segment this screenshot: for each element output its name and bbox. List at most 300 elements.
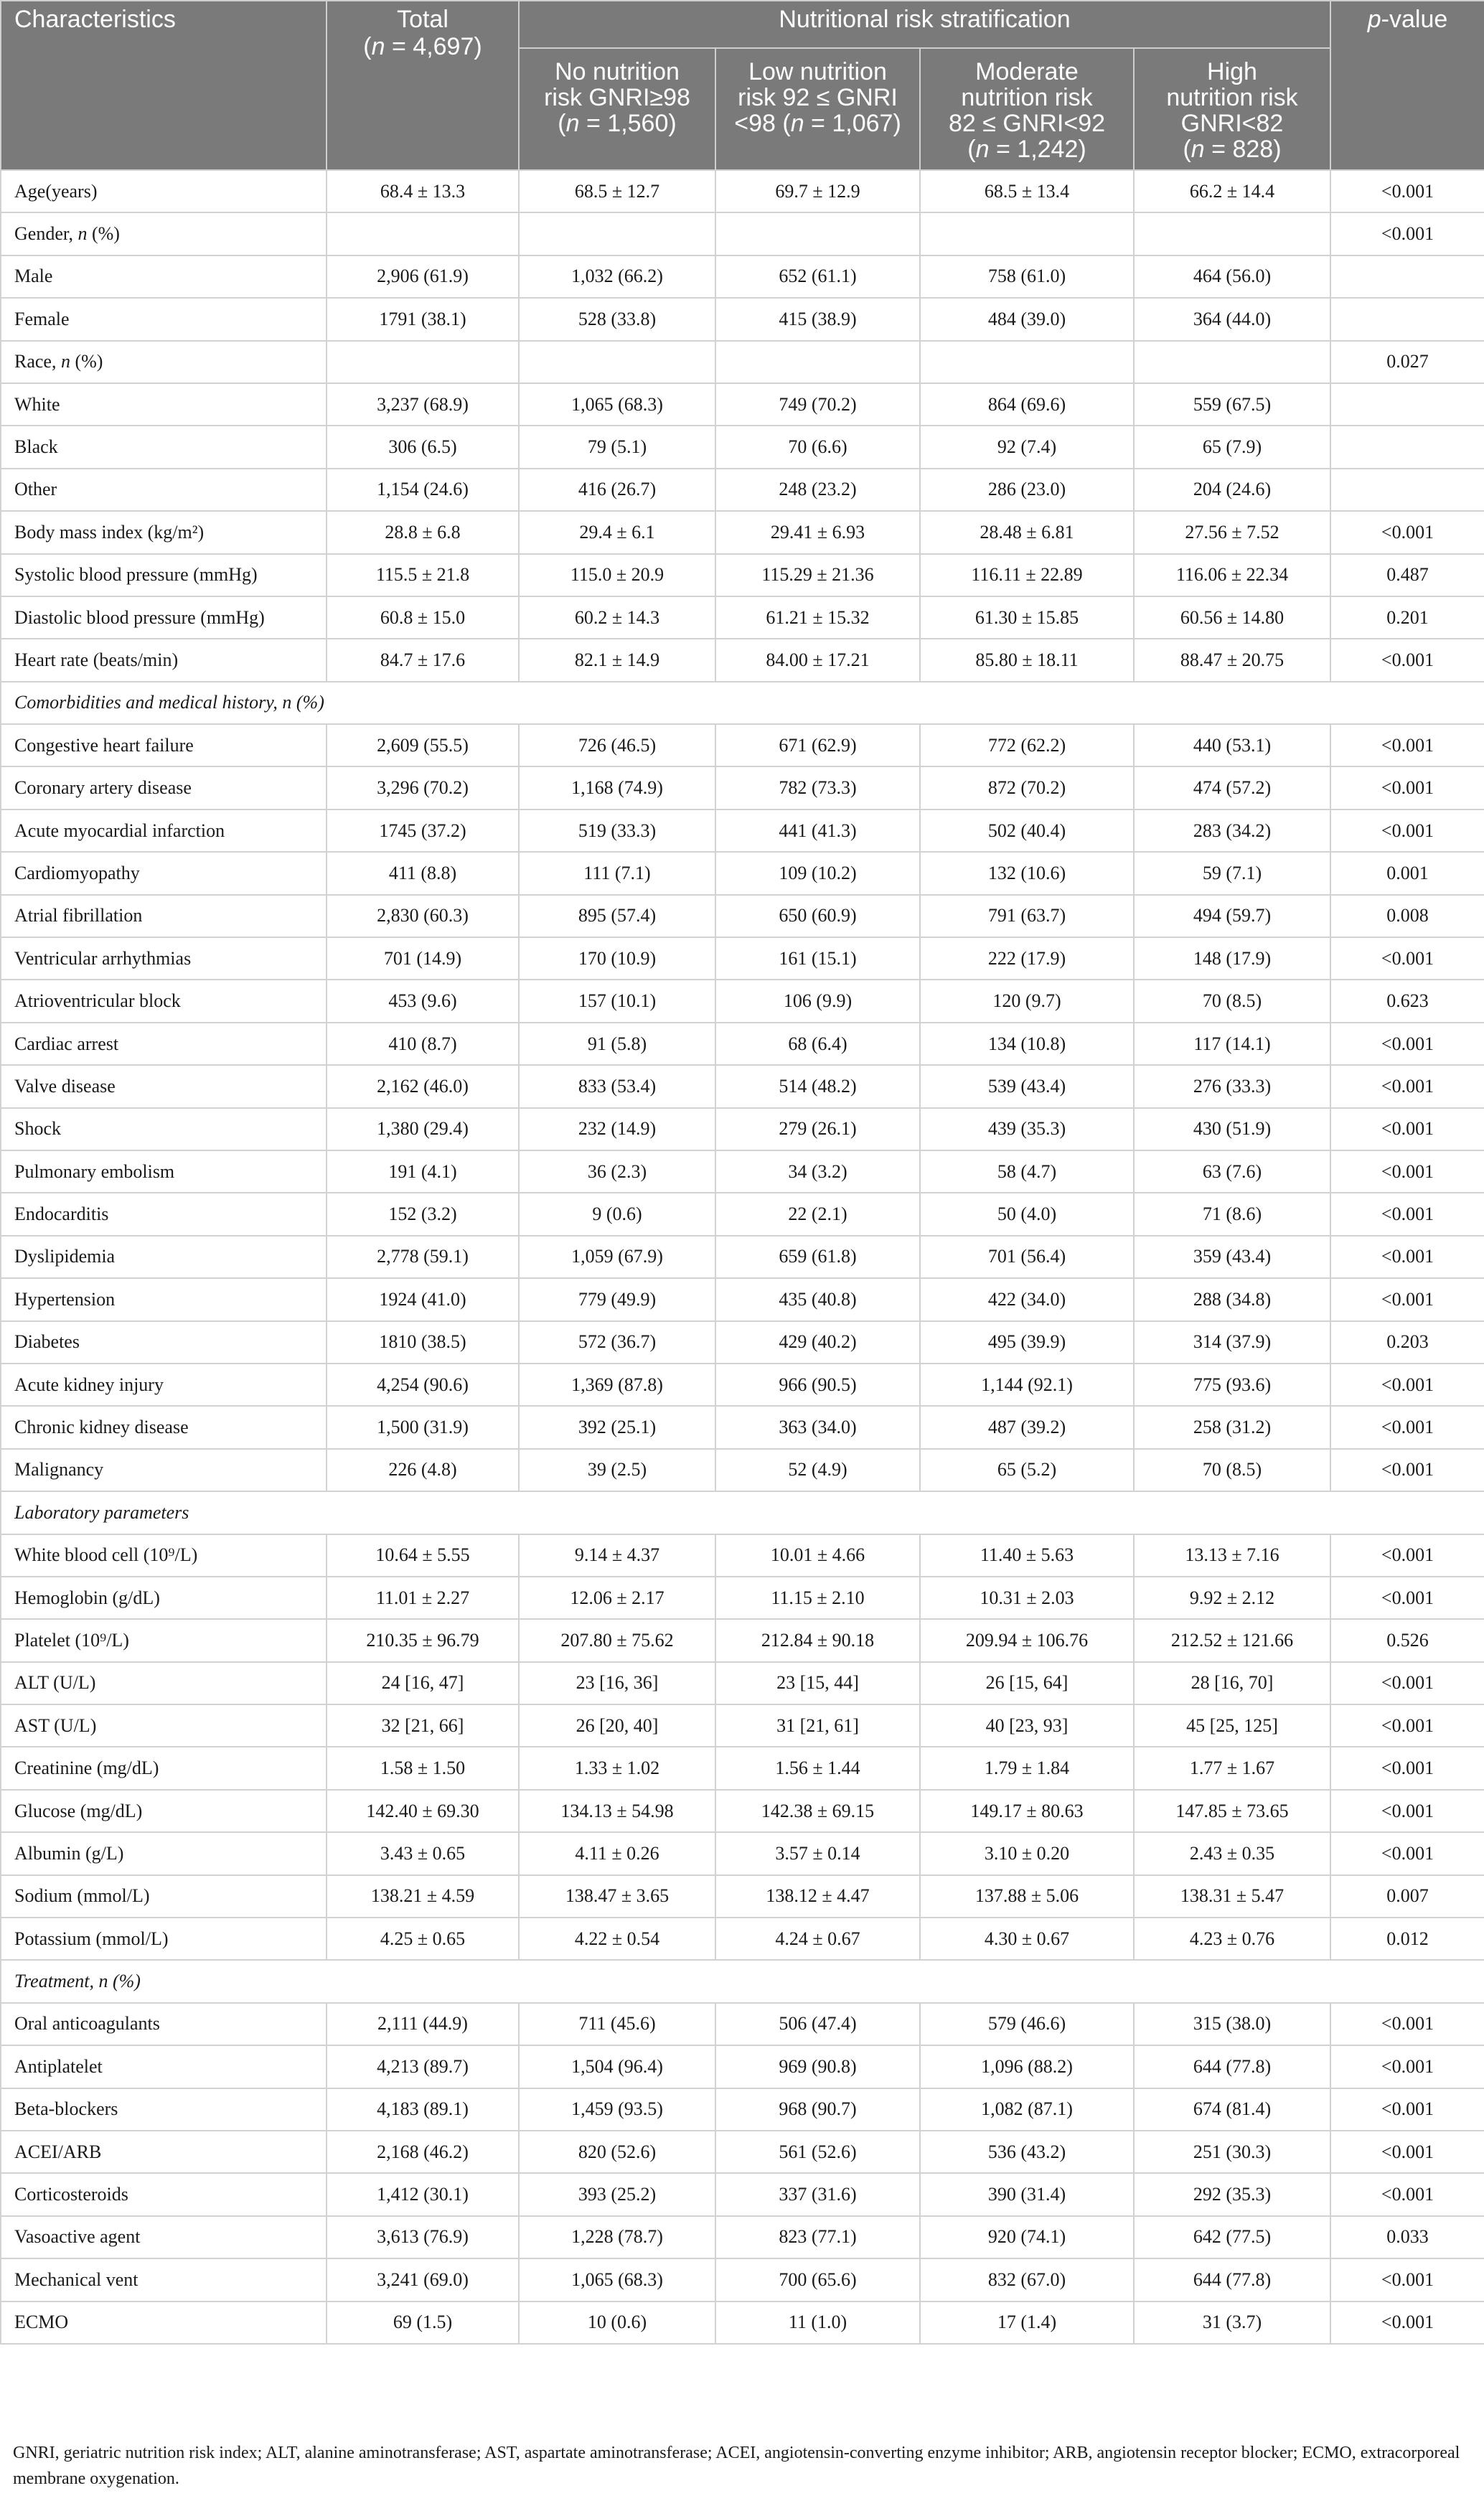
header-subgroup	[715, 48, 920, 170]
cell-value: 559 (67.5)	[1134, 383, 1330, 426]
cell-value: 659 (61.8)	[715, 1236, 920, 1278]
table-row	[1, 1449, 1484, 1491]
cell-value: 701 (14.9)	[327, 937, 519, 980]
table-row	[1, 341, 1484, 383]
cell-pvalue	[1330, 426, 1484, 468]
table-body	[1, 170, 1484, 2344]
cell-value: 68 (6.4)	[715, 1023, 920, 1065]
cell-pvalue: <0.001	[1330, 1790, 1484, 1832]
cell-value: 3.43 ± 0.65	[327, 1832, 519, 1874]
header-pvalue-italic: p	[1367, 6, 1381, 33]
cell-value: 50 (4.0)	[920, 1193, 1134, 1235]
cell-value: 536 (43.2)	[920, 2131, 1134, 2173]
cell-value: 4.30 ± 0.67	[920, 1918, 1134, 1960]
table-row	[1, 170, 1484, 212]
cell-value: 40 [23, 93]	[920, 1704, 1134, 1747]
table-row	[1, 2088, 1484, 2131]
cell-value: 820 (52.6)	[519, 2131, 715, 2173]
cell-pvalue: <0.001	[1330, 937, 1484, 980]
table-row	[1, 2045, 1484, 2088]
cell-value: 60.56 ± 14.80	[1134, 596, 1330, 639]
cell-value: 17 (1.4)	[920, 2301, 1134, 2344]
cell-value: 82.1 ± 14.9	[519, 639, 715, 681]
cell-value: 363 (34.0)	[715, 1406, 920, 1448]
row-label: ACEI/ARB	[1, 2131, 327, 2173]
cell-value: 1,412 (30.1)	[327, 2173, 519, 2215]
cell-value: 117 (14.1)	[1134, 1023, 1330, 1065]
cell-value: 70 (8.5)	[1134, 1449, 1330, 1491]
cell-value: 832 (67.0)	[920, 2258, 1134, 2301]
cell-value: 650 (60.9)	[715, 895, 920, 937]
cell-value: 65 (7.9)	[1134, 426, 1330, 468]
cell-value: 9.92 ± 2.12	[1134, 1577, 1330, 1619]
cell-pvalue: <0.001	[1330, 2131, 1484, 2173]
cell-value: 758 (61.0)	[920, 255, 1134, 298]
cell-value	[920, 212, 1134, 255]
header-subgroup-line: nutrition risk	[1166, 84, 1298, 111]
cell-value: 833 (53.4)	[519, 1065, 715, 1107]
cell-value: 31 (3.7)	[1134, 2301, 1330, 2344]
cell-value: 232 (14.9)	[519, 1108, 715, 1150]
cell-value: 226 (4.8)	[327, 1449, 519, 1491]
header-subgroup-line: risk GNRI≥98	[544, 84, 690, 111]
cell-value: 411 (8.8)	[327, 852, 519, 894]
cell-value: 895 (57.4)	[519, 895, 715, 937]
header-subgroup	[519, 48, 715, 170]
cell-value: 13.13 ± 7.16	[1134, 1534, 1330, 1577]
cell-pvalue: <0.001	[1330, 1150, 1484, 1193]
cell-pvalue: <0.001	[1330, 2258, 1484, 2301]
cell-value: 306 (6.5)	[327, 426, 519, 468]
italic-n: n	[790, 110, 804, 137]
row-label: Albumin (g/L)	[1, 1832, 327, 1874]
italic-n: n	[78, 223, 88, 245]
section-label: Treatment, n (%)	[1, 1960, 1484, 2002]
cell-value: 514 (48.2)	[715, 1065, 920, 1107]
cell-value: 28.8 ± 6.8	[327, 511, 519, 553]
table-row	[1, 426, 1484, 468]
cell-value: 109 (10.2)	[715, 852, 920, 894]
row-label: Race, n (%)	[1, 341, 327, 383]
row-label: Other	[1, 469, 327, 511]
table-row	[1, 383, 1484, 426]
cell-value	[715, 212, 920, 255]
cell-value: 63 (7.6)	[1134, 1150, 1330, 1193]
cell-value: 9 (0.6)	[519, 1193, 715, 1235]
cell-value: 209.94 ± 106.76	[920, 1619, 1134, 1661]
cell-value: 11.01 ± 2.27	[327, 1577, 519, 1619]
cell-value	[327, 341, 519, 383]
cell-value: 364 (44.0)	[1134, 298, 1330, 340]
table-row	[1, 766, 1484, 809]
cell-value: 138.21 ± 4.59	[327, 1875, 519, 1918]
row-label: Chronic kidney disease	[1, 1406, 327, 1448]
cell-value: 283 (34.2)	[1134, 810, 1330, 852]
cell-value: 2,162 (46.0)	[327, 1065, 519, 1107]
cell-value: 1,500 (31.9)	[327, 1406, 519, 1448]
cell-value: 2,168 (46.2)	[327, 2131, 519, 2173]
cell-pvalue: <0.001	[1330, 212, 1484, 255]
section-row	[1, 1491, 1484, 1534]
cell-pvalue: 0.203	[1330, 1321, 1484, 1364]
cell-value: 506 (47.4)	[715, 2003, 920, 2045]
header-subgroup-line: Low nutrition	[748, 58, 887, 85]
cell-value: 276 (33.3)	[1134, 1065, 1330, 1107]
header-subgroup-line: 82 ≤ GNRI<92	[948, 110, 1106, 137]
cell-value: 772 (62.2)	[920, 724, 1134, 766]
cell-value: 1924 (41.0)	[327, 1278, 519, 1320]
cell-value: 149.17 ± 80.63	[920, 1790, 1134, 1832]
cell-pvalue: 0.623	[1330, 980, 1484, 1022]
table-row	[1, 596, 1484, 639]
cell-value: 439 (35.3)	[920, 1108, 1134, 1150]
cell-value: 142.38 ± 69.15	[715, 1790, 920, 1832]
cell-pvalue: <0.001	[1330, 1832, 1484, 1874]
cell-value: 34 (3.2)	[715, 1150, 920, 1193]
row-label: Black	[1, 426, 327, 468]
cell-pvalue	[1330, 298, 1484, 340]
cell-value: 60.8 ± 15.0	[327, 596, 519, 639]
cell-value: 502 (40.4)	[920, 810, 1134, 852]
cell-value: 111 (7.1)	[519, 852, 715, 894]
cell-value: 2.43 ± 0.35	[1134, 1832, 1330, 1874]
header-subgroup-line: Moderate	[975, 58, 1079, 85]
cell-value: 84.00 ± 17.21	[715, 639, 920, 681]
cell-value: 134 (10.8)	[920, 1023, 1134, 1065]
cell-value: 61.21 ± 15.32	[715, 596, 920, 639]
cell-value: 1,096 (88.2)	[920, 2045, 1134, 2088]
row-label: Female	[1, 298, 327, 340]
row-label: Congestive heart failure	[1, 724, 327, 766]
cell-value: 36 (2.3)	[519, 1150, 715, 1193]
cell-pvalue	[1330, 383, 1484, 426]
cell-value: 4.23 ± 0.76	[1134, 1918, 1330, 1960]
row-label: Endocarditis	[1, 1193, 327, 1235]
table-row	[1, 1534, 1484, 1577]
header-subgroup-line: GNRI<82	[1180, 110, 1284, 137]
cell-value: 314 (37.9)	[1134, 1321, 1330, 1364]
table-row	[1, 2258, 1484, 2301]
cell-value: 494 (59.7)	[1134, 895, 1330, 937]
cell-value: 58 (4.7)	[920, 1150, 1134, 1193]
cell-value: 222 (17.9)	[920, 937, 1134, 980]
cell-value: 4.11 ± 0.26	[519, 1832, 715, 1874]
cell-value: 495 (39.9)	[920, 1321, 1134, 1364]
italic-n: n	[975, 136, 990, 163]
cell-value: 248 (23.2)	[715, 469, 920, 511]
row-label: Antiplatelet	[1, 2045, 327, 2088]
cell-value: 416 (26.7)	[519, 469, 715, 511]
cell-pvalue: <0.001	[1330, 1023, 1484, 1065]
table-row	[1, 895, 1484, 937]
cell-pvalue: <0.001	[1330, 170, 1484, 212]
row-label: Hypertension	[1, 1278, 327, 1320]
cell-value: 157 (10.1)	[519, 980, 715, 1022]
cell-value: 1,504 (96.4)	[519, 2045, 715, 2088]
cell-value: 1,380 (29.4)	[327, 1108, 519, 1150]
row-label: Coronary artery disease	[1, 766, 327, 809]
cell-value: 71 (8.6)	[1134, 1193, 1330, 1235]
header-subgroup-line: nutrition risk	[961, 84, 1093, 111]
cell-value: 644 (77.8)	[1134, 2258, 1330, 2301]
row-label: Platelet (10⁹/L)	[1, 1619, 327, 1661]
table-row	[1, 1236, 1484, 1278]
cell-value: 12.06 ± 2.17	[519, 1577, 715, 1619]
cell-value: 1.58 ± 1.50	[327, 1747, 519, 1789]
cell-value: 671 (62.9)	[715, 724, 920, 766]
cell-value: 782 (73.3)	[715, 766, 920, 809]
cell-value: 474 (57.2)	[1134, 766, 1330, 809]
table-row	[1, 810, 1484, 852]
cell-value: 422 (34.0)	[920, 1278, 1134, 1320]
cell-value: 390 (31.4)	[920, 2173, 1134, 2215]
cell-value: 32 [21, 66]	[327, 1704, 519, 1747]
cell-pvalue: <0.001	[1330, 639, 1484, 681]
cell-value: 1,459 (93.5)	[519, 2088, 715, 2131]
cell-value: 26 [15, 64]	[920, 1662, 1134, 1704]
table-row	[1, 1150, 1484, 1193]
section-label: Laboratory parameters	[1, 1491, 1484, 1534]
header-subgroup-line: risk 92 ≤ GNRI	[738, 84, 898, 111]
section-label: Comorbidities and medical history, n (%)	[1, 682, 1484, 724]
table-row	[1, 1918, 1484, 1960]
cell-value: 484 (39.0)	[920, 298, 1134, 340]
cell-value	[519, 212, 715, 255]
cell-pvalue: <0.001	[1330, 1704, 1484, 1747]
cell-value: 251 (30.3)	[1134, 2131, 1330, 2173]
table-row	[1, 2216, 1484, 2258]
cell-value: 115.5 ± 21.8	[327, 554, 519, 596]
cell-value: 464 (56.0)	[1134, 255, 1330, 298]
row-label: Shock	[1, 1108, 327, 1150]
cell-value: 726 (46.5)	[519, 724, 715, 766]
cell-pvalue	[1330, 469, 1484, 511]
table-row	[1, 1577, 1484, 1619]
cell-pvalue: 0.008	[1330, 895, 1484, 937]
row-label: Valve disease	[1, 1065, 327, 1107]
table-row	[1, 1364, 1484, 1406]
cell-pvalue: <0.001	[1330, 2301, 1484, 2344]
row-label: Oral anticoagulants	[1, 2003, 327, 2045]
table-row	[1, 1193, 1484, 1235]
row-label: Diastolic blood pressure (mmHg)	[1, 596, 327, 639]
row-label: AST (U/L)	[1, 1704, 327, 1747]
cell-value: 161 (15.1)	[715, 937, 920, 980]
table-header	[1, 1, 1484, 170]
cell-value: 487 (39.2)	[920, 1406, 1134, 1448]
cell-pvalue: <0.001	[1330, 2173, 1484, 2215]
cell-value: 1,065 (68.3)	[519, 383, 715, 426]
cell-value: 88.47 ± 20.75	[1134, 639, 1330, 681]
cell-value: 1745 (37.2)	[327, 810, 519, 852]
cell-value: 207.80 ± 75.62	[519, 1619, 715, 1661]
row-label: Corticosteroids	[1, 2173, 327, 2215]
cell-value: 10.31 ± 2.03	[920, 1577, 1134, 1619]
cell-pvalue: 0.201	[1330, 596, 1484, 639]
row-label: Acute myocardial infarction	[1, 810, 327, 852]
cell-value: 652 (61.1)	[715, 255, 920, 298]
cell-pvalue: <0.001	[1330, 724, 1484, 766]
cell-value: 435 (40.8)	[715, 1278, 920, 1320]
cell-value: 69.7 ± 12.9	[715, 170, 920, 212]
cell-pvalue: 0.001	[1330, 852, 1484, 894]
row-label: Pulmonary embolism	[1, 1150, 327, 1193]
cell-value: 519 (33.3)	[519, 810, 715, 852]
cell-value: 106 (9.9)	[715, 980, 920, 1022]
cell-value: 9.14 ± 4.37	[519, 1534, 715, 1577]
cell-value: 204 (24.6)	[1134, 469, 1330, 511]
cell-value: 453 (9.6)	[327, 980, 519, 1022]
cell-value: 142.40 ± 69.30	[327, 1790, 519, 1832]
cell-pvalue	[1330, 255, 1484, 298]
cell-value: 3,296 (70.2)	[327, 766, 519, 809]
cell-value	[1134, 341, 1330, 383]
cell-value: 392 (25.1)	[519, 1406, 715, 1448]
cell-value: 1.56 ± 1.44	[715, 1747, 920, 1789]
table-row	[1, 469, 1484, 511]
table-row	[1, 1108, 1484, 1150]
cell-value: 700 (65.6)	[715, 2258, 920, 2301]
cell-value: 22 (2.1)	[715, 1193, 920, 1235]
cell-value: 1,032 (66.2)	[519, 255, 715, 298]
row-label: Atrioventricular block	[1, 980, 327, 1022]
cell-value: 1,154 (24.6)	[327, 469, 519, 511]
cell-value	[715, 341, 920, 383]
cell-value: 4.22 ± 0.54	[519, 1918, 715, 1960]
cell-value	[920, 341, 1134, 383]
cell-value: 2,778 (59.1)	[327, 1236, 519, 1278]
cell-value: 1.33 ± 1.02	[519, 1747, 715, 1789]
table-row	[1, 1662, 1484, 1704]
table-row	[1, 1619, 1484, 1661]
row-label: Beta-blockers	[1, 2088, 327, 2131]
cell-pvalue: 0.012	[1330, 1918, 1484, 1960]
cell-value: 4,213 (89.7)	[327, 2045, 519, 2088]
row-label: ECMO	[1, 2301, 327, 2344]
cell-value: 644 (77.8)	[1134, 2045, 1330, 2088]
row-label: Body mass index (kg/m²)	[1, 511, 327, 553]
cell-value: 779 (49.9)	[519, 1278, 715, 1320]
row-label: Heart rate (beats/min)	[1, 639, 327, 681]
table-row	[1, 937, 1484, 980]
cell-value: 29.4 ± 6.1	[519, 511, 715, 553]
cell-value: 441 (41.3)	[715, 810, 920, 852]
header-subgroup-line: High	[1207, 58, 1257, 85]
cell-value: 24 [16, 47]	[327, 1662, 519, 1704]
header-subgroup-line: No nutrition	[555, 58, 680, 85]
cell-pvalue: <0.001	[1330, 1534, 1484, 1577]
cell-value: 4.25 ± 0.65	[327, 1918, 519, 1960]
cell-pvalue: <0.001	[1330, 1193, 1484, 1235]
cell-value: 10.64 ± 5.55	[327, 1534, 519, 1577]
italic-n: n	[565, 110, 580, 137]
cell-value: 872 (70.2)	[920, 766, 1134, 809]
italic-n: n	[371, 33, 385, 60]
cell-value: 84.7 ± 17.6	[327, 639, 519, 681]
table-row	[1, 1278, 1484, 1320]
header-subgroup-line: (n = 828)	[1183, 136, 1282, 163]
cell-value: 23 [16, 36]	[519, 1662, 715, 1704]
header-subgroup-line: (n = 1,560)	[558, 110, 677, 137]
table-row	[1, 1790, 1484, 1832]
cell-value: 148 (17.9)	[1134, 937, 1330, 980]
cell-value: 28.48 ± 6.81	[920, 511, 1134, 553]
cell-value: 116.11 ± 22.89	[920, 554, 1134, 596]
row-label: Diabetes	[1, 1321, 327, 1364]
row-label: White	[1, 383, 327, 426]
cell-value: 68.5 ± 12.7	[519, 170, 715, 212]
row-label: Acute kidney injury	[1, 1364, 327, 1406]
cell-pvalue: <0.001	[1330, 1449, 1484, 1491]
cell-value: 152 (3.2)	[327, 1193, 519, 1235]
table-row	[1, 2301, 1484, 2344]
row-label: Age(years)	[1, 170, 327, 212]
cell-value: 579 (46.6)	[920, 2003, 1134, 2045]
cell-value: 920 (74.1)	[920, 2216, 1134, 2258]
table-row	[1, 2131, 1484, 2173]
cell-value: 3.57 ± 0.14	[715, 1832, 920, 1874]
cell-value: 212.52 ± 121.66	[1134, 1619, 1330, 1661]
cell-value: 4.24 ± 0.67	[715, 1918, 920, 1960]
row-label: Dyslipidemia	[1, 1236, 327, 1278]
cell-pvalue: <0.001	[1330, 1577, 1484, 1619]
row-label: Mechanical vent	[1, 2258, 327, 2301]
row-label: Gender, n (%)	[1, 212, 327, 255]
cell-value: 572 (36.7)	[519, 1321, 715, 1364]
header-subgroup-line: (n = 1,242)	[967, 136, 1086, 163]
cell-value	[1134, 212, 1330, 255]
cell-pvalue: <0.001	[1330, 1662, 1484, 1704]
table-row	[1, 980, 1484, 1022]
table-row	[1, 1065, 1484, 1107]
cell-value: 10 (0.6)	[519, 2301, 715, 2344]
cell-value: 137.88 ± 5.06	[920, 1875, 1134, 1918]
row-label: Cardiomyopathy	[1, 852, 327, 894]
cell-value: 415 (38.9)	[715, 298, 920, 340]
row-label: Systolic blood pressure (mmHg)	[1, 554, 327, 596]
cell-value: 288 (34.8)	[1134, 1278, 1330, 1320]
cell-value: 1.79 ± 1.84	[920, 1747, 1134, 1789]
cell-value	[327, 212, 519, 255]
row-label: Creatinine (mg/dL)	[1, 1747, 327, 1789]
cell-value: 286 (23.0)	[920, 469, 1134, 511]
cell-value: 116.06 ± 22.34	[1134, 554, 1330, 596]
row-label: White blood cell (10⁹/L)	[1, 1534, 327, 1577]
cell-value: 674 (81.4)	[1134, 2088, 1330, 2131]
cell-pvalue: <0.001	[1330, 810, 1484, 852]
cell-value: 528 (33.8)	[519, 298, 715, 340]
cell-value: 210.35 ± 96.79	[327, 1619, 519, 1661]
row-label: Sodium (mmol/L)	[1, 1875, 327, 1918]
cell-pvalue: 0.526	[1330, 1619, 1484, 1661]
cell-value: 66.2 ± 14.4	[1134, 170, 1330, 212]
table-row	[1, 1704, 1484, 1747]
cell-value: 315 (38.0)	[1134, 2003, 1330, 2045]
cell-value: 3,237 (68.9)	[327, 383, 519, 426]
table-row	[1, 1023, 1484, 1065]
cell-value: 1,168 (74.9)	[519, 766, 715, 809]
cell-value: 258 (31.2)	[1134, 1406, 1330, 1448]
header-pvalue-rest: -value	[1381, 6, 1448, 33]
cell-pvalue: <0.001	[1330, 1065, 1484, 1107]
cell-value: 561 (52.6)	[715, 2131, 920, 2173]
table-row	[1, 1832, 1484, 1874]
cell-value	[519, 341, 715, 383]
cell-value: 69 (1.5)	[327, 2301, 519, 2344]
cell-value: 45 [25, 125]	[1134, 1704, 1330, 1747]
italic-n: n	[1191, 136, 1205, 163]
cell-pvalue: <0.001	[1330, 766, 1484, 809]
